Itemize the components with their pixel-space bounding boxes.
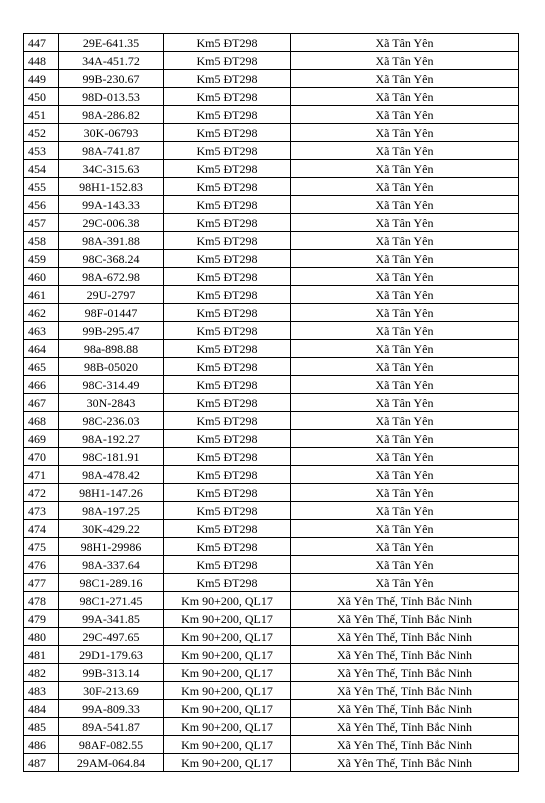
unit-cell: Xã Tân Yên xyxy=(291,448,519,466)
unit-cell: Xã Tân Yên xyxy=(291,574,519,592)
unit-cell: Xã Tân Yên xyxy=(291,232,519,250)
unit-cell: Xã Tân Yên xyxy=(291,502,519,520)
plate-number-cell: 29C-497.65 xyxy=(59,628,164,646)
location-cell: Km5 ĐT298 xyxy=(164,340,291,358)
plate-number-cell: 99B-295.47 xyxy=(59,322,164,340)
row-number-cell: 473 xyxy=(24,502,59,520)
location-cell: Km5 ĐT298 xyxy=(164,52,291,70)
table-row xyxy=(24,430,519,448)
table-row xyxy=(24,178,519,196)
location-cell: Km5 ĐT298 xyxy=(164,520,291,538)
row-number-cell: 478 xyxy=(24,592,59,610)
row-number-cell: 462 xyxy=(24,304,59,322)
table-row xyxy=(24,394,519,412)
unit-cell: Xã Yên Thế, Tỉnh Bắc Ninh xyxy=(291,628,519,646)
row-number-cell: 452 xyxy=(24,124,59,142)
plate-number-cell: 99A-809.33 xyxy=(59,700,164,718)
row-number-cell: 475 xyxy=(24,538,59,556)
unit-cell: Xã Tân Yên xyxy=(291,268,519,286)
row-number-cell: 471 xyxy=(24,466,59,484)
table-row xyxy=(24,34,519,52)
location-cell: Km5 ĐT298 xyxy=(164,322,291,340)
plate-number-cell: 98A-672.98 xyxy=(59,268,164,286)
location-cell: Km5 ĐT298 xyxy=(164,538,291,556)
plate-number-cell: 98A-197.25 xyxy=(59,502,164,520)
unit-cell: Xã Tân Yên xyxy=(291,70,519,88)
table-row xyxy=(24,736,519,754)
table-row xyxy=(24,412,519,430)
location-cell: Km5 ĐT298 xyxy=(164,232,291,250)
plate-number-cell: 98AF-082.55 xyxy=(59,736,164,754)
location-cell: Km 90+200, QL17 xyxy=(164,610,291,628)
row-number-cell: 483 xyxy=(24,682,59,700)
row-number-cell: 459 xyxy=(24,250,59,268)
location-cell: Km5 ĐT298 xyxy=(164,430,291,448)
table-row xyxy=(24,124,519,142)
location-cell: Km5 ĐT298 xyxy=(164,286,291,304)
row-number-cell: 461 xyxy=(24,286,59,304)
table-row xyxy=(24,286,519,304)
unit-cell: Xã Yên Thế, Tỉnh Bắc Ninh xyxy=(291,664,519,682)
row-number-cell: 450 xyxy=(24,88,59,106)
plate-number-cell: 30K-429.22 xyxy=(59,520,164,538)
plate-number-cell: 98H1-152.83 xyxy=(59,178,164,196)
table-row xyxy=(24,160,519,178)
unit-cell: Xã Yên Thế, Tỉnh Bắc Ninh xyxy=(291,610,519,628)
unit-cell: Xã Tân Yên xyxy=(291,106,519,124)
location-cell: Km5 ĐT298 xyxy=(164,70,291,88)
table-row xyxy=(24,52,519,70)
location-cell: Km5 ĐT298 xyxy=(164,106,291,124)
plate-number-cell: 98A-478.42 xyxy=(59,466,164,484)
table-row xyxy=(24,646,519,664)
table-row xyxy=(24,574,519,592)
plate-number-cell: 99B-230.67 xyxy=(59,70,164,88)
unit-cell: Xã Tân Yên xyxy=(291,214,519,232)
plate-number-cell: 98F-01447 xyxy=(59,304,164,322)
table-row xyxy=(24,628,519,646)
table-row xyxy=(24,322,519,340)
row-number-cell: 465 xyxy=(24,358,59,376)
location-cell: Km 90+200, QL17 xyxy=(164,646,291,664)
location-cell: Km5 ĐT298 xyxy=(164,196,291,214)
plate-number-cell: 98H1-147.26 xyxy=(59,484,164,502)
table-row xyxy=(24,682,519,700)
table-row xyxy=(24,106,519,124)
table-row xyxy=(24,232,519,250)
unit-cell: Xã Yên Thế, Tỉnh Bắc Ninh xyxy=(291,700,519,718)
unit-cell: Xã Yên Thế, Tỉnh Bắc Ninh xyxy=(291,592,519,610)
plate-number-cell: 30F-213.69 xyxy=(59,682,164,700)
plate-number-cell: 98A-391.88 xyxy=(59,232,164,250)
location-cell: Km5 ĐT298 xyxy=(164,88,291,106)
plate-number-cell: 29AM-064.84 xyxy=(59,754,164,772)
location-cell: Km5 ĐT298 xyxy=(164,556,291,574)
plate-number-cell: 30N-2843 xyxy=(59,394,164,412)
location-cell: Km5 ĐT298 xyxy=(164,466,291,484)
plate-number-cell: 98A-337.64 xyxy=(59,556,164,574)
unit-cell: Xã Tân Yên xyxy=(291,358,519,376)
row-number-cell: 476 xyxy=(24,556,59,574)
location-cell: Km 90+200, QL17 xyxy=(164,628,291,646)
row-number-cell: 484 xyxy=(24,700,59,718)
row-number-cell: 477 xyxy=(24,574,59,592)
plate-number-cell: 98a-898.88 xyxy=(59,340,164,358)
unit-cell: Xã Tân Yên xyxy=(291,142,519,160)
row-number-cell: 481 xyxy=(24,646,59,664)
unit-cell: Xã Tân Yên xyxy=(291,250,519,268)
plate-number-cell: 29E-641.35 xyxy=(59,34,164,52)
table-row xyxy=(24,358,519,376)
violation-table xyxy=(23,33,519,772)
location-cell: Km5 ĐT298 xyxy=(164,178,291,196)
location-cell: Km5 ĐT298 xyxy=(164,250,291,268)
table-row xyxy=(24,268,519,286)
table-row xyxy=(24,484,519,502)
unit-cell: Xã Tân Yên xyxy=(291,124,519,142)
location-cell: Km 90+200, QL17 xyxy=(164,736,291,754)
table-row xyxy=(24,214,519,232)
table-row xyxy=(24,376,519,394)
row-number-cell: 456 xyxy=(24,196,59,214)
table-row xyxy=(24,610,519,628)
plate-number-cell: 99A-143.33 xyxy=(59,196,164,214)
unit-cell: Xã Tân Yên xyxy=(291,88,519,106)
plate-number-cell: 98H1-29986 xyxy=(59,538,164,556)
unit-cell: Xã Tân Yên xyxy=(291,376,519,394)
row-number-cell: 468 xyxy=(24,412,59,430)
unit-cell: Xã Tân Yên xyxy=(291,466,519,484)
row-number-cell: 486 xyxy=(24,736,59,754)
row-number-cell: 480 xyxy=(24,628,59,646)
location-cell: Km5 ĐT298 xyxy=(164,394,291,412)
unit-cell: Xã Tân Yên xyxy=(291,52,519,70)
location-cell: Km 90+200, QL17 xyxy=(164,718,291,736)
row-number-cell: 458 xyxy=(24,232,59,250)
plate-number-cell: 98C-236.03 xyxy=(59,412,164,430)
location-cell: Km5 ĐT298 xyxy=(164,160,291,178)
location-cell: Km 90+200, QL17 xyxy=(164,700,291,718)
row-number-cell: 469 xyxy=(24,430,59,448)
unit-cell: Xã Tân Yên xyxy=(291,394,519,412)
unit-cell: Xã Tân Yên xyxy=(291,340,519,358)
table-row xyxy=(24,304,519,322)
row-number-cell: 467 xyxy=(24,394,59,412)
unit-cell: Xã Tân Yên xyxy=(291,412,519,430)
plate-number-cell: 98B-05020 xyxy=(59,358,164,376)
row-number-cell: 454 xyxy=(24,160,59,178)
location-cell: Km 90+200, QL17 xyxy=(164,664,291,682)
location-cell: Km5 ĐT298 xyxy=(164,574,291,592)
table-row xyxy=(24,142,519,160)
unit-cell: Xã Tân Yên xyxy=(291,322,519,340)
unit-cell: Xã Tân Yên xyxy=(291,196,519,214)
row-number-cell: 472 xyxy=(24,484,59,502)
unit-cell: Xã Yên Thế, Tỉnh Bắc Ninh xyxy=(291,718,519,736)
unit-cell: Xã Tân Yên xyxy=(291,34,519,52)
plate-number-cell: 98C1-271.45 xyxy=(59,592,164,610)
plate-number-cell: 98C-368.24 xyxy=(59,250,164,268)
plate-number-cell: 98C-181.91 xyxy=(59,448,164,466)
plate-number-cell: 29U-2797 xyxy=(59,286,164,304)
plate-number-cell: 89A-541.87 xyxy=(59,718,164,736)
row-number-cell: 466 xyxy=(24,376,59,394)
location-cell: Km 90+200, QL17 xyxy=(164,592,291,610)
table-row xyxy=(24,520,519,538)
plate-number-cell: 98C-314.49 xyxy=(59,376,164,394)
unit-cell: Xã Tân Yên xyxy=(291,538,519,556)
location-cell: Km5 ĐT298 xyxy=(164,34,291,52)
row-number-cell: 449 xyxy=(24,70,59,88)
row-number-cell: 487 xyxy=(24,754,59,772)
row-number-cell: 470 xyxy=(24,448,59,466)
unit-cell: Xã Yên Thế, Tỉnh Bắc Ninh xyxy=(291,754,519,772)
location-cell: Km5 ĐT298 xyxy=(164,268,291,286)
unit-cell: Xã Tân Yên xyxy=(291,160,519,178)
row-number-cell: 455 xyxy=(24,178,59,196)
location-cell: Km 90+200, QL17 xyxy=(164,682,291,700)
table-row xyxy=(24,754,519,772)
table-row xyxy=(24,538,519,556)
table-row xyxy=(24,700,519,718)
plate-number-cell: 34C-315.63 xyxy=(59,160,164,178)
table-row xyxy=(24,664,519,682)
row-number-cell: 460 xyxy=(24,268,59,286)
row-number-cell: 463 xyxy=(24,322,59,340)
plate-number-cell: 29C-006.38 xyxy=(59,214,164,232)
location-cell: Km5 ĐT298 xyxy=(164,142,291,160)
plate-number-cell: 98C1-289.16 xyxy=(59,574,164,592)
location-cell: Km5 ĐT298 xyxy=(164,214,291,232)
location-cell: Km5 ĐT298 xyxy=(164,376,291,394)
unit-cell: Xã Tân Yên xyxy=(291,286,519,304)
plate-number-cell: 99B-313.14 xyxy=(59,664,164,682)
table-row xyxy=(24,502,519,520)
plate-number-cell: 29D1-179.63 xyxy=(59,646,164,664)
table-row xyxy=(24,70,519,88)
unit-cell: Xã Yên Thế, Tỉnh Bắc Ninh xyxy=(291,736,519,754)
row-number-cell: 482 xyxy=(24,664,59,682)
location-cell: Km5 ĐT298 xyxy=(164,448,291,466)
table-row xyxy=(24,250,519,268)
plate-number-cell: 30K-06793 xyxy=(59,124,164,142)
location-cell: Km5 ĐT298 xyxy=(164,484,291,502)
unit-cell: Xã Tân Yên xyxy=(291,484,519,502)
plate-number-cell: 98A-741.87 xyxy=(59,142,164,160)
table-row xyxy=(24,592,519,610)
row-number-cell: 448 xyxy=(24,52,59,70)
row-number-cell: 453 xyxy=(24,142,59,160)
table-row xyxy=(24,196,519,214)
table-row xyxy=(24,448,519,466)
table-row xyxy=(24,466,519,484)
table-row xyxy=(24,718,519,736)
row-number-cell: 485 xyxy=(24,718,59,736)
row-number-cell: 479 xyxy=(24,610,59,628)
unit-cell: Xã Tân Yên xyxy=(291,556,519,574)
unit-cell: Xã Yên Thế, Tỉnh Bắc Ninh xyxy=(291,682,519,700)
row-number-cell: 451 xyxy=(24,106,59,124)
location-cell: Km 90+200, QL17 xyxy=(164,754,291,772)
location-cell: Km5 ĐT298 xyxy=(164,502,291,520)
unit-cell: Xã Tân Yên xyxy=(291,178,519,196)
table-row xyxy=(24,88,519,106)
plate-number-cell: 98A-192.27 xyxy=(59,430,164,448)
table-row xyxy=(24,556,519,574)
location-cell: Km5 ĐT298 xyxy=(164,358,291,376)
unit-cell: Xã Yên Thế, Tỉnh Bắc Ninh xyxy=(291,646,519,664)
row-number-cell: 457 xyxy=(24,214,59,232)
plate-number-cell: 98D-013.53 xyxy=(59,88,164,106)
plate-number-cell: 34A-451.72 xyxy=(59,52,164,70)
row-number-cell: 464 xyxy=(24,340,59,358)
plate-number-cell: 99A-341.85 xyxy=(59,610,164,628)
location-cell: Km5 ĐT298 xyxy=(164,124,291,142)
location-cell: Km5 ĐT298 xyxy=(164,304,291,322)
unit-cell: Xã Tân Yên xyxy=(291,430,519,448)
plate-number-cell: 98A-286.82 xyxy=(59,106,164,124)
row-number-cell: 447 xyxy=(24,34,59,52)
table-body xyxy=(24,34,519,772)
location-cell: Km5 ĐT298 xyxy=(164,412,291,430)
unit-cell: Xã Tân Yên xyxy=(291,304,519,322)
table-row xyxy=(24,340,519,358)
row-number-cell: 474 xyxy=(24,520,59,538)
unit-cell: Xã Tân Yên xyxy=(291,520,519,538)
